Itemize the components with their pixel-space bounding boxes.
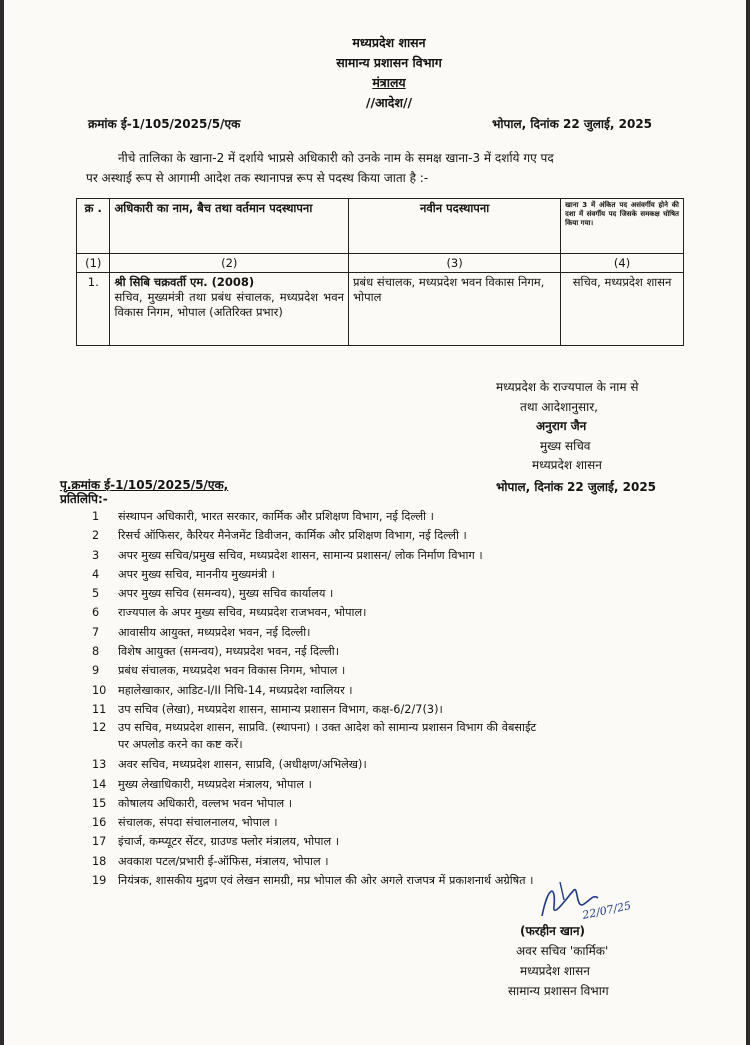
row-sno: 1.	[77, 273, 110, 346]
col-number-4: (4)	[561, 254, 684, 273]
copy-to-list	[92, 507, 692, 890]
row-new-post: प्रबंध संचालक, मध्यप्रदेश भवन विकास निगम, भोपाल	[349, 273, 561, 346]
list-item: 18 अवकाश पटल/प्रभारी ई-ऑफिस, मंत्रालय, भोपाल ।	[92, 854, 329, 868]
posting-table	[76, 198, 684, 346]
order-number: क्रमांक ई-1/105/2025/5/एक	[88, 117, 241, 131]
document-page	[4, 0, 746, 1045]
signatory2-dept: सामान्य प्रशासन विभाग	[508, 984, 609, 998]
signature-date: 22/07/25	[581, 899, 633, 922]
list-item: 13 अवर सचिव, मध्यप्रदेश शासन, साप्रवि, (अधीक्षण/अभिलेख)।	[92, 758, 367, 772]
list-item: 5 अपर मुख्य सचिव (समन्वय), मुख्य सचिव कार्यालय ।	[92, 587, 334, 601]
list-item: 15 कोषालय अधिकारी, वल्लभ भवन भोपाल ।	[92, 796, 293, 810]
officer-name: श्री सिबि चक्रवर्ती एम. (2008)	[114, 275, 255, 289]
signatory2-designation: अवर सचिव 'कार्मिक'	[516, 944, 609, 958]
col-header-sno: क्र .	[77, 199, 110, 254]
list-item: 12 उप सचिव, मध्यप्रदेश शासन, साप्रवि. (स्थापना) । उक्त आदेश को सामान्य प्रशासन विभाग की वेबसाईट पर अपलोड करने का कष्ट करें।	[92, 721, 537, 752]
col-header-new-post: नवीन पदस्थापना	[349, 199, 561, 254]
signatory2-org: मध्यप्रदेश शासन	[520, 964, 590, 978]
row-officer-cell	[110, 273, 349, 346]
list-item: 17 इंचार्ज, कम्प्यूटर सेंटर, ग्राउण्ड फ्लोर मंत्रालय, भोपाल ।	[92, 835, 340, 849]
list-item: 4 अपर मुख्य सचिव, माननीय मुख्यमंत्री ।	[92, 567, 275, 581]
list-item: 10 महालेखाकार, आडिट-I/II निधि-14, मध्यप्रदेश ग्वालियर ।	[92, 683, 353, 697]
intro-line-2: पर अस्थाई रूप से आगामी आदेश तक स्थानापन्न रूप से पदस्थ किया जाता है :-	[86, 171, 429, 185]
signatory1-line1: मध्यप्रदेश के राज्यपाल के नाम से	[496, 380, 639, 394]
list-item: 2 रिसर्च ऑफिसर, कैरियर मैनेजमेंट डिवीजन, कार्मिक और प्रशिक्षण विभाग, नई दिल्ली ।	[92, 529, 467, 543]
signatory2-name: (फरहीन खान)	[520, 924, 586, 938]
endorsement-number: पृ.क्रमांक ई-1/105/2025/5/एक,	[60, 478, 229, 492]
list-item: 1 संस्थापन अधिकारी, भारत सरकार, कार्मिक और प्रशिक्षण विभाग, नई दिल्ली ।	[92, 510, 434, 523]
list-item: 6 राज्यपाल के अपर मुख्य सचिव, मध्यप्रदेश राजभवन, भोपाल।	[92, 606, 367, 620]
list-item: 3 अपर मुख्य सचिव/प्रमुख सचिव, मध्यप्रदेश शासन, सामान्य प्रशासन/ लोक निर्माण विभाग ।	[92, 548, 483, 562]
header-order-title: //आदेश//	[365, 95, 413, 110]
table-row	[77, 273, 684, 346]
row-equivalent: सचिव, मध्यप्रदेश शासन	[561, 273, 684, 346]
list-item: 9 प्रबंध संचालक, मध्यप्रदेश भवन विकास निगम, भोपाल ।	[92, 664, 346, 678]
col-header-officer: अधिकारी का नाम, बैच तथा वर्तमान पदस्थापना	[110, 199, 349, 254]
col-number-3: (3)	[349, 254, 561, 273]
signatory1-name: अनुराग जैन	[536, 419, 587, 433]
endorsement-place-date: भोपाल, दिनांक 22 जुलाई, 2025	[496, 480, 657, 494]
list-item: 19 नियंत्रक, शासकीय मुद्रण एवं लेखन सामग्री, मप्र भोपाल की ओर अगले राजपत्र में प्रकाशनार्थ अग्रेषित ।	[92, 874, 534, 888]
list-item: 7 आवासीय आयुक्त, मध्यप्रदेश भवन, नई दिल्ली।	[92, 625, 311, 639]
order-place-date: भोपाल, दिनांक 22 जुलाई, 2025	[492, 117, 653, 131]
list-item: 14 मुख्य लेखाधिकारी, मध्यप्रदेश मंत्रालय, भोपाल ।	[92, 777, 312, 791]
signatory1-designation: मुख्य सचिव	[540, 439, 591, 453]
officer-current-posting: सचिव, मुख्यमंत्री तथा प्रबंध संचालक, मध्यप्रदेश भवन विकास निगम, भोपाल (अतिरिक्त प्रभार)	[114, 290, 345, 319]
col-number-2: (2)	[110, 254, 349, 273]
list-item: 16 संचालक, संपदा संचालनालय, भोपाल ।	[92, 816, 278, 830]
table-number-row	[77, 254, 684, 273]
signatory1-org: मध्यप्रदेश शासन	[532, 458, 602, 472]
intro-line-1: नीचे तालिका के खाना-2 में दर्शाये भाप्रसे अधिकारी को उनके नाम के समक्ष खाना-3 में दर्शाये गए पद	[118, 151, 554, 165]
copy-to-label: प्रतिलिपि:-	[60, 492, 108, 506]
header-state: मध्यप्रदेश शासन	[352, 35, 426, 50]
col-number-1: (1)	[77, 254, 110, 273]
header-secretariat: मंत्रालय	[372, 75, 406, 90]
list-item: 8 विशेष आयुक्त (समन्वय), मध्यप्रदेश भवन, नई दिल्ली।	[92, 645, 340, 659]
table-header-row	[77, 199, 684, 254]
signatory1-line2: तथा आदेशानुसार,	[520, 400, 598, 414]
col-header-equivalent: खाना 3 में अंकित पद असंवर्गीय होने की दशा में संवर्गीय पद जिसके समकक्ष घोषित किया गया।	[561, 199, 684, 254]
list-item: 11 उप सचिव (लेखा), मध्यप्रदेश शासन, सामान्य प्रशासन विभाग, कक्ष-6/2/7(3)।	[92, 702, 443, 716]
header-department: सामान्य प्रशासन विभाग	[336, 55, 442, 70]
